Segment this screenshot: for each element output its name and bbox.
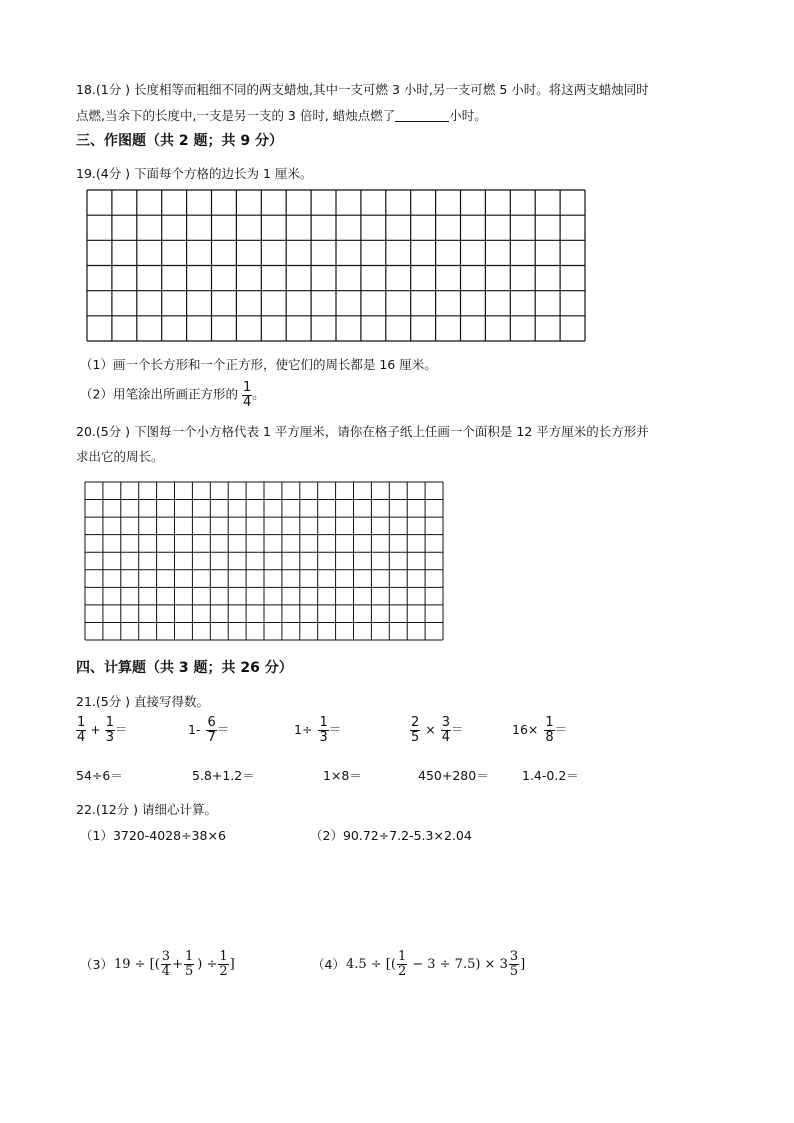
question-19-stem: 19.(4分 ) 下面每个方格的边长为 1 厘米。 (76, 166, 313, 181)
denominator: 4 (77, 729, 86, 745)
section-4-title: 四、计算题（共 3 题；共 26 分） (76, 660, 293, 676)
calc-item-2 (188, 716, 229, 744)
denominator: 4 (242, 394, 252, 410)
numerator: 1 (545, 715, 554, 730)
answer-blank[interactable] (395, 108, 449, 122)
expression-middle: − 3 ÷ 7.5) × 3 (412, 956, 508, 972)
sub2-text: （2）用笔涂出所画正方形的 (80, 386, 238, 402)
denominator: 5 (184, 963, 194, 979)
calc-item-9: 450+280＝ (418, 768, 489, 783)
fraction (410, 716, 420, 744)
calc-item-8: 1×8＝ (323, 768, 362, 783)
denominator: 3 (319, 729, 328, 745)
calc-item-3 (294, 716, 341, 744)
denominator: 2 (219, 963, 228, 979)
question-22-stem: 22.(12分 ) 请细心计算。 (76, 802, 217, 817)
expression-start: 19 ÷ [( (113, 956, 160, 972)
operator: + (90, 721, 101, 737)
denominator: 7 (207, 729, 216, 745)
equals: ＝ (451, 721, 464, 737)
numerator: 3 (441, 715, 451, 730)
question-22-part2: （2）90.72÷7.2-5.3×2.04 (310, 828, 472, 843)
grid-paper-1cm[interactable] (86, 189, 586, 342)
question-20-line2: 求出它的周长。 (76, 449, 164, 464)
question-19-sub2 (80, 381, 265, 409)
denominator: 8 (545, 729, 554, 745)
fraction (206, 716, 216, 744)
calc-item-4 (410, 716, 464, 744)
fraction (509, 950, 519, 978)
denominator: 5 (509, 963, 519, 979)
numerator: 3 (161, 949, 171, 964)
question-22-part3 (80, 950, 235, 978)
section-3-title: 三、作图题（共 2 题；共 9 分） (76, 133, 283, 149)
operand: 16× (512, 721, 539, 737)
fraction (76, 716, 86, 744)
sub2-period: 。 (252, 386, 265, 402)
question-18-line1: 18.(1分 ) 长度相等而粗细不同的两支蜡烛,其中一支可燃 3 小时,另一支可燃 5 小时。将这两支蜡烛同时 (76, 82, 649, 97)
equals: ＝ (554, 721, 568, 737)
denominator: 4 (161, 963, 171, 979)
fraction (441, 716, 451, 744)
calc-item-7: 5.8+1.2＝ (192, 768, 255, 783)
fraction (397, 950, 407, 978)
denominator: 3 (105, 729, 115, 745)
numerator: 1 (77, 715, 86, 730)
question-20-line1: 20.(5分 ) 下图每一个小方格代表 1 平方厘米，请你在格子纸上任画一个面积是 12 平方厘米的长方形并 (76, 424, 649, 439)
numerator: 1 (242, 380, 252, 395)
denominator: 4 (441, 729, 451, 745)
expression-end: ] (229, 956, 235, 972)
numerator: 1 (184, 949, 194, 964)
question-18-text: 点燃,当余下的长度中,一支是另一支的 3 倍时, 蜡烛点燃了 (76, 108, 396, 123)
numerator: 3 (509, 949, 519, 964)
fraction (218, 950, 228, 978)
part-label: （4） (312, 957, 345, 973)
equals: ＝ (115, 721, 128, 737)
denominator: 5 (411, 729, 420, 745)
operand: 1÷ (294, 721, 313, 737)
numerator: 1 (397, 949, 407, 964)
part-label: （3） (80, 957, 113, 973)
calc-item-5 (512, 716, 567, 744)
numerator: 1 (319, 715, 328, 730)
question-18-unit: 小时。 (449, 108, 487, 123)
operand: 1- (188, 721, 201, 737)
question-18-line2 (76, 106, 487, 124)
fraction (105, 716, 115, 744)
fraction (544, 716, 554, 744)
expression-middle: ) ÷ (197, 956, 218, 972)
numerator: 1 (105, 715, 115, 730)
operator: + (172, 956, 183, 972)
fraction (161, 950, 171, 978)
calc-item-6: 54÷6＝ (76, 768, 123, 783)
fraction (184, 950, 194, 978)
fraction (318, 716, 328, 744)
numerator: 1 (219, 949, 228, 964)
calc-item-10: 1.4-0.2＝ (522, 768, 579, 783)
expression-start: 4.5 ÷ [( (345, 956, 396, 972)
numerator: 2 (411, 715, 420, 730)
question-22-part4 (312, 950, 525, 978)
operator: × (425, 721, 436, 737)
expression-end: ] (520, 956, 526, 972)
grid-paper-square-cm[interactable] (84, 481, 444, 641)
question-19-sub1: （1）画一个长方形和一个正方形，使它们的周长都是 16 厘米。 (80, 357, 437, 372)
calc-item-1 (76, 716, 128, 744)
fraction-one-quarter (242, 381, 252, 409)
question-21-stem: 21.(5分 ) 直接写得数。 (76, 694, 210, 709)
question-22-part1: （1）3720-4028÷38×6 (80, 828, 226, 843)
equals: ＝ (328, 721, 342, 737)
numerator: 6 (207, 715, 216, 730)
equals: ＝ (216, 721, 230, 737)
denominator: 2 (397, 963, 407, 979)
